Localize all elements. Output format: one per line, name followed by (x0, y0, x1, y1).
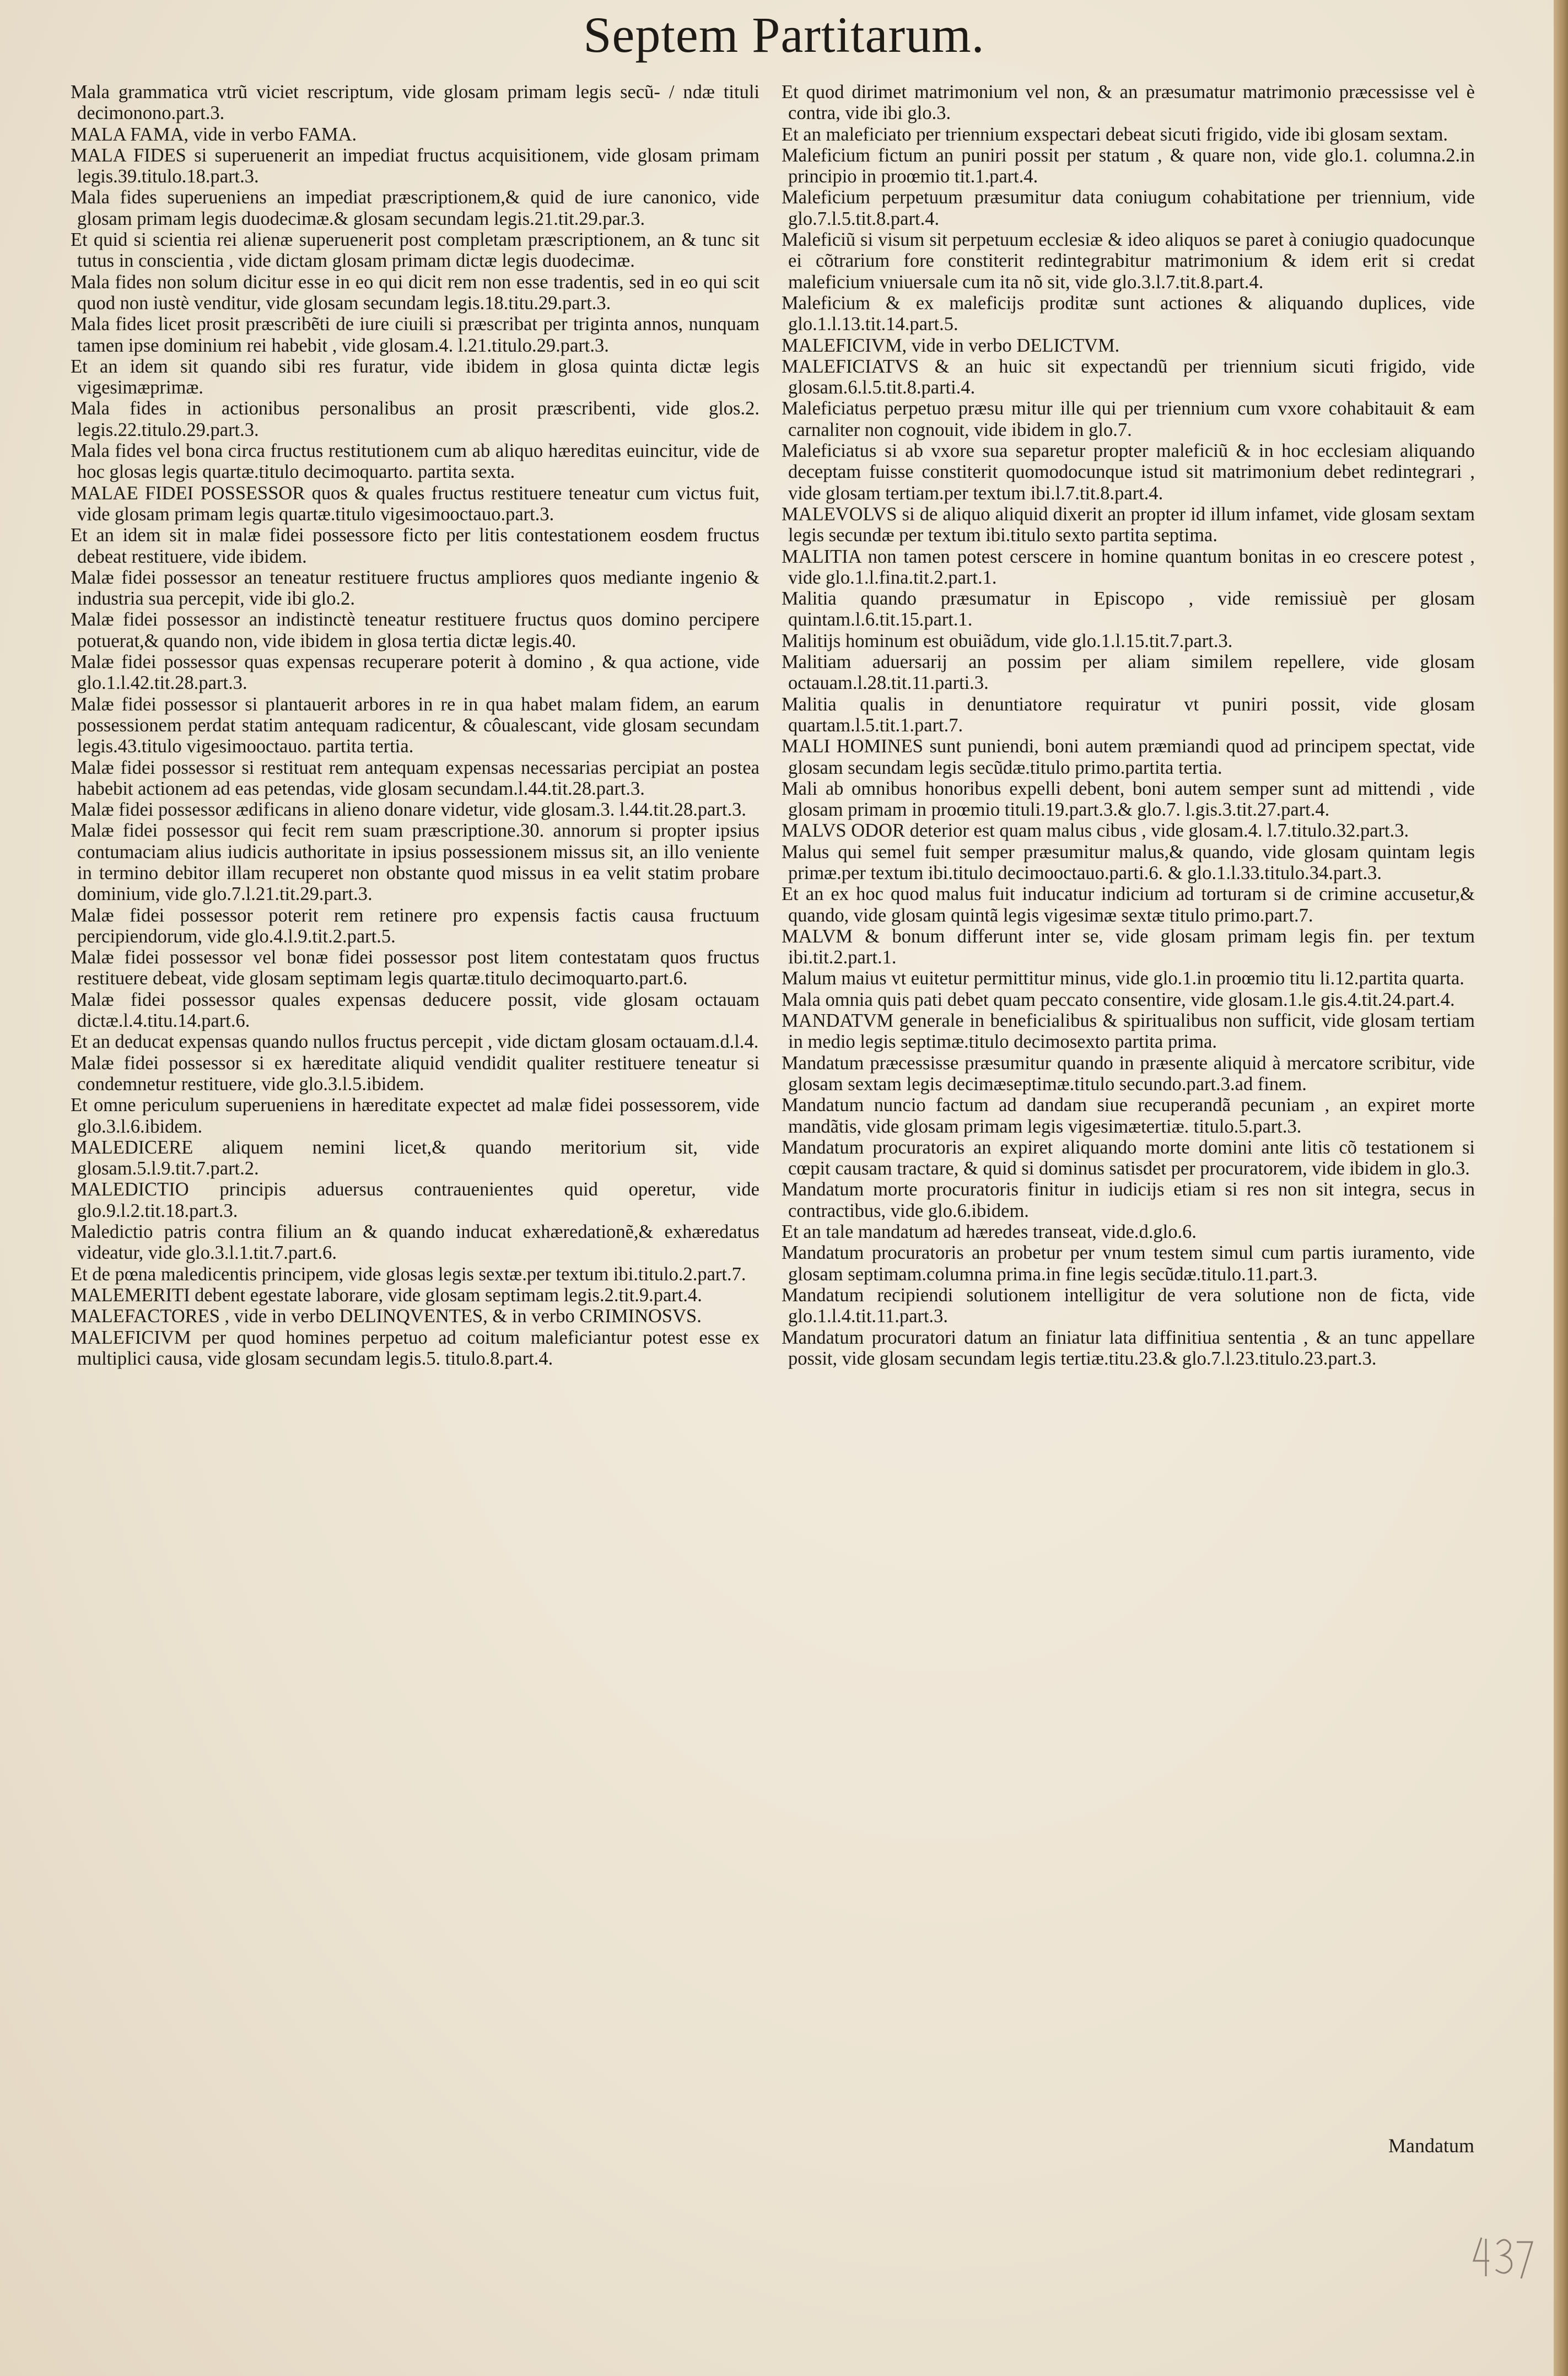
index-entry: MALEFICIATVS & an huic sit expectandũ per triennium sicuti frigido, vide glosam.6.l.5.tit.8.parti.4. (782, 355, 1475, 398)
handwritten-folio-number (1470, 2232, 1537, 2282)
index-entry: Et an tale mandatum ad hæredes transeat, vide.d.glo.6. (782, 1221, 1197, 1243)
index-entry: Mala fides in actionibus personalibus an prosit præscribenti, vide glos.2. legis.22.titulo.29.part.3. (71, 398, 759, 440)
index-entry: Et an idem sit quando sibi res furatur, vide ibidem in glosa quinta dictæ legis vigesimæprimæ. (71, 355, 759, 398)
index-entry: Maleficium perpetuum præsumitur data coniugum cohabitatione per triennium, vide glo.7.l.5.tit.8.part.4. (782, 187, 1475, 229)
running-header: Septem Partitarum. (583, 7, 985, 63)
index-entry: Malum maius vt euitetur permittitur minus, vide glo.1.in proœmio titu li.12.partita quarta. (782, 968, 1464, 989)
index-entry: MANDATVM generale in beneficialibus & spiritualibus non sufficit, vide glosam tertiam in medio legis septimæ.titulo decimosexto partita prima. (782, 1010, 1475, 1053)
index-entry: MALITIA non tamen potest cerscere in homine quantum bonitas in eo crescere potest , vide glo.1.l.fina.tit.2.part.1. (782, 546, 1475, 588)
index-entry: Et de pœna maledicentis principem, vide glosas legis sextæ.per textum ibi.titulo.2.part.7. (71, 1263, 746, 1285)
index-entry: Mala fides superueniens an impediat præscriptionem,& quid de iure canonico, vide glosam primam legis duodecimæ.& glosam secundam legis.21.tit.29.par.3. (71, 187, 759, 229)
index-entry: Malæ fidei possessor si plantauerit arbores in re in qua habet malam fidem, an earum possessionem perdat statim antequam radicentur, & côualescant, vide glosam secundam legis.43.titulo vigesimooctauo. partita tertia. (71, 693, 759, 757)
index-entry: MALAE FIDEI POSSESSOR quos & quales fructus restituere teneatur cum victus fuit, vide glosam primam legis quartæ.titulo vigesimooctauo.part.3. (71, 482, 759, 525)
index-entry: Malitiam aduersarij an possim per aliam similem repellere, vide glosam octauam.l.28.tit.11.parti.3. (782, 651, 1475, 694)
index-entry: MALEDICTIO principis aduersus contrauenientes quid operetur, vide glo.9.l.2.tit.18.part.3. (71, 1179, 759, 1221)
index-entry: MALEFICIVM, vide in verbo DELICTVM. (782, 335, 1120, 356)
index-entry: Malitia quando præsumatur in Episcopo , vide remissiuè per glosam quintam.l.6.tit.15.part.1. (782, 588, 1475, 631)
index-entry: MALEFACTORES , vide in verbo DELINQVENTES, & in verbo CRIMINOSVS. (71, 1306, 702, 1327)
index-entry: MALA FAMA, vide in verbo FAMA. (71, 123, 357, 145)
index-entry: Malæ fidei possessor an teneatur restituere fructus ampliores quos mediante ingenio & industria sua percepit, vide ibi glo.2. (71, 567, 759, 610)
index-entry: Mandatum nuncio factum ad dandam siue recuperandã pecuniam , an expiret morte mandãtis, vide glosam primam legis vigesimætertiæ. titulo.5.part.3. (782, 1095, 1475, 1137)
index-entry: MALA FIDES si superuenerit an impediat fructus acquisitionem, vide glosam primam legis.39.titulo.18.part.3. (71, 144, 759, 187)
index-entry: Mandatum morte procuratoris finitur in iudicijs etiam si res non sit integra, secus in contractibus, vide glo.6.ibidem. (782, 1179, 1475, 1221)
index-entry: Et an ex hoc quod malus fuit inducatur indicium ad torturam si de crimine accusetur,& quando, vide glosam quintã legis vigesimæ sextæ titulo primo.part.7. (782, 883, 1475, 926)
index-entry: MALEFICIVM per quod homines perpetuo ad coitum maleficiantur potest esse ex multiplici causa, vide glosam secundam legis.5. titulo.8.part.4. (71, 1327, 759, 1369)
index-entry: Mala fides vel bona circa fructus restitutionem cum ab aliquo hæreditas euincitur, vide de hoc glosas legis quartæ.titulo decimoquarto. partita sexta. (71, 440, 759, 483)
index-entry: Malæ fidei possessor quas expensas recuperare poterit à domino , & qua actione, vide glo.1.l.42.tit.28.part.3. (71, 651, 759, 694)
index-entry: MALI HOMINES sunt puniendi, boni autem præmiandi quod ad principem spectat, vide glosam secundam legis secũdæ.titulo primo.partita tertia. (782, 736, 1475, 778)
index-entry: Et an deducat expensas quando nullos fructus percepit , vide dictam glosam octauam.d.l.4. (71, 1031, 759, 1053)
index-entry: MALEDICERE aliquem nemini licet,& quando meritorium sit, vide glosam.5.l.9.tit.7.part.2. (71, 1136, 759, 1179)
index-entry: Et an idem sit in malæ fidei possessore ficto per litis contestationem eosdem fructus debeat restituere, vide ibidem. (71, 525, 759, 567)
left-column (71, 82, 759, 1369)
index-entry: Maleficiatus si ab vxore sua separetur propter maleficiũ & in hoc ecclesiam aliquando deceptam fuisse constiterit quomodocunque istud sit matrimonium debet redintegrari , vide glosam tertiam.per textum ibi.l.7.tit.8.part.4. (782, 440, 1475, 504)
index-entry: Mandatum procuratoris an probetur per vnum testem simul cum partis iuramento, vide glosam septimam.columna prima.in fine legis secũdæ.titulo.11.part.3. (782, 1242, 1475, 1285)
index-entry: Maleficiatus perpetuo præsu mitur ille qui per triennium cum vxore cohabitauit & eam carnaliter non cognouit, vide ibidem in glo.7. (782, 398, 1475, 440)
index-entry: Malæ fidei possessor quales expensas deducere possit, vide glosam octauam dictæ.l.4.titu.14.part.6. (71, 989, 759, 1032)
index-entry: Malæ fidei possessor qui fecit rem suam præscriptione.30. annorum si propter ipsius contumaciam alius iudicis authoritate in ipsius possessionem missus sit, an illo veniente in termino debitor illam recuperet non obstante quod missus in ea velit statim probare dominium, vide glo.7.l.21.tit.29.part.3. (71, 820, 759, 905)
index-entry: Et omne periculum superueniens in hæreditate expectet ad malæ fidei possessorem, vide glo.3.l.6.ibidem. (71, 1095, 759, 1137)
index-entry: Maleficium & ex maleficijs proditæ sunt actiones & aliquando duplices, vide glo.1.l.13.tit.14.part.5. (782, 292, 1475, 335)
index-entry: Mala fides licet prosit præscribẽti de iure ciuili si præscribat per triginta annos, nunquam tamen ipse dominium rei habebit , vide glosam.4. l.21.titulo.29.part.3. (71, 314, 759, 356)
index-entry: Malæ fidei possessor si ex hæreditate aliquid vendidit qualiter restituere teneatur si condemnetur restituere, vide glo.3.l.5.ibidem. (71, 1052, 759, 1095)
index-entry: MALVM & bonum differunt inter se, vide glosam primam legis fin. per textum ibi.tit.2.part.1. (782, 925, 1475, 968)
catchword: Mandatum (1388, 2135, 1474, 2157)
index-entry: Mali ab omnibus honoribus expelli debent, boni autem semper sunt ad mittendi , vide glosam primam in proœmio tituli.19.part.3.& glo.7. l.gis.3.tit.27.part.4. (782, 778, 1475, 821)
index-entry: Et an maleficiato per triennium exspectari debeat sicuti frigido, vide ibi glosam sextam. (782, 123, 1448, 145)
index-entry: Mandatum præcessisse præsumitur quando in præsente aliquid à mercatore scribitur, vide glosam sextam legis decimæseptimæ.titulo secundo.part.3.ad finem. (782, 1052, 1475, 1095)
index-entry: Mala omnia quis pati debet quam peccato consentire, vide glosam.1.le gis.4.tit.24.part.4. (782, 989, 1455, 1010)
index-entry: Malitia qualis in denuntiatore requiratur vt puniri possit, vide glosam quartam.l.5.tit.1.part.7. (782, 693, 1475, 736)
index-entry: Mandatum recipiendi solutionem intelligitur de vera solutione non de ficta, vide glo.1.l.4.tit.11.part.3. (782, 1284, 1475, 1327)
index-entry: Malæ fidei possessor an indistinctè teneatur restituere fructus quos domino percipere potuerat,& quando non, vide ibidem in glosa tertia dictæ legis.40. (71, 609, 759, 651)
page-edge (1554, 0, 1568, 2376)
index-entry: Mandatum procuratoris an expiret aliquando morte domini ante litis cõ testationem si cœpit causam tractare, & quid si dominus satisdet per procuratorem, vide ibidem in glo.3. (782, 1136, 1475, 1179)
index-entry: Malæ fidei possessor ædificans in alieno donare videtur, vide glosam.3. l.44.tit.28.part.3. (71, 799, 747, 821)
index-entry: Maleficiũ si visum sit perpetuum ecclesiæ & ideo aliquos se paret à coniugio quadocunque ei cõtrarium fore constiterit redintegrabitur matrimonium & idem erit si credat maleficium vniuersale cum ita nõ sit, vide glo.3.l.7.tit.8.part.4. (782, 229, 1475, 293)
index-entry: Mala grammatica vtrũ viciet rescriptum, vide glosam primam legis secũ- / ndæ tituli decimonono.part.3. (71, 82, 759, 124)
index-entry: Mala fides non solum dicitur esse in eo qui dicit rem non esse tradentis, sed in eo qui scit quod non iustè venditur, vide glosam secundam legis.18.titu.29.part.3. (71, 271, 759, 314)
index-entry: Malus qui semel fuit semper præsumitur malus,& quando, vide glosam quintam legis primæ.per textum ibi.titulo decimooctauo.parti.6. & glo.1.l.33.titulo.34.part.3. (782, 841, 1475, 883)
index-entry: Maledictio patris contra filium an & quando inducat exhæredationẽ,& exhæredatus videatur, vide glo.3.l.1.tit.7.part.6. (71, 1221, 759, 1264)
index-entry: MALVS ODOR deterior est quam malus cibus , vide glosam.4. l.7.titulo.32.part.3. (782, 820, 1409, 842)
index-entry: Et quod dirimet matrimonium vel non, & an præsumatur matrimonio præcessisse vel è contra, vide ibi glo.3. (782, 82, 1475, 124)
index-entry: Malitijs hominum est obuiãdum, vide glo.1.l.15.tit.7.part.3. (782, 630, 1233, 651)
index-entry: MALEMERITI debent egestate laborare, vide glosam septimam legis.2.tit.9.part.4. (71, 1284, 702, 1306)
index-entry: MALEVOLVS si de aliquo aliquid dixerit an propter id illum infamet, vide glosam sextam legis secundæ per textum ibi.titulo sexto partita septima. (782, 503, 1475, 546)
right-column (782, 82, 1475, 1369)
index-entry: Malæ fidei possessor si restituat rem antequam expensas necessarias percipiat an postea habebit actionem ad eas petendas, vide glosam secundam.l.44.tit.28.part.3. (71, 757, 759, 799)
index-entry: Mandatum procuratori datum an finiatur lata diffinitiua sententia , & an tunc appellare possit, vide glosam secundam legis tertiæ.titu.23.& glo.7.l.23.titulo.23.part.3. (782, 1327, 1475, 1369)
index-entry: Malæ fidei possessor vel bonæ fidei possessor post litem contestatam quos fructus restituere debeat, vide glosam septimam legis quartæ.titulo decimoquarto.part.6. (71, 947, 759, 989)
index-entry: Maleficium fictum an puniri possit per statum , & quare non, vide glo.1. columna.2.in principio in proœmio tit.1.part.4. (782, 144, 1475, 187)
index-entry: Et quid si scientia rei alienæ superuenerit post completam præscriptionem, an & tunc sit tutus in conscientia , vide dictam glosam primam dictæ legis duodecimæ. (71, 229, 759, 272)
index-entry: Malæ fidei possessor poterit rem retinere pro expensis factis causa fructuum percipiendorum, vide glo.4.l.9.tit.2.part.5. (71, 904, 759, 947)
